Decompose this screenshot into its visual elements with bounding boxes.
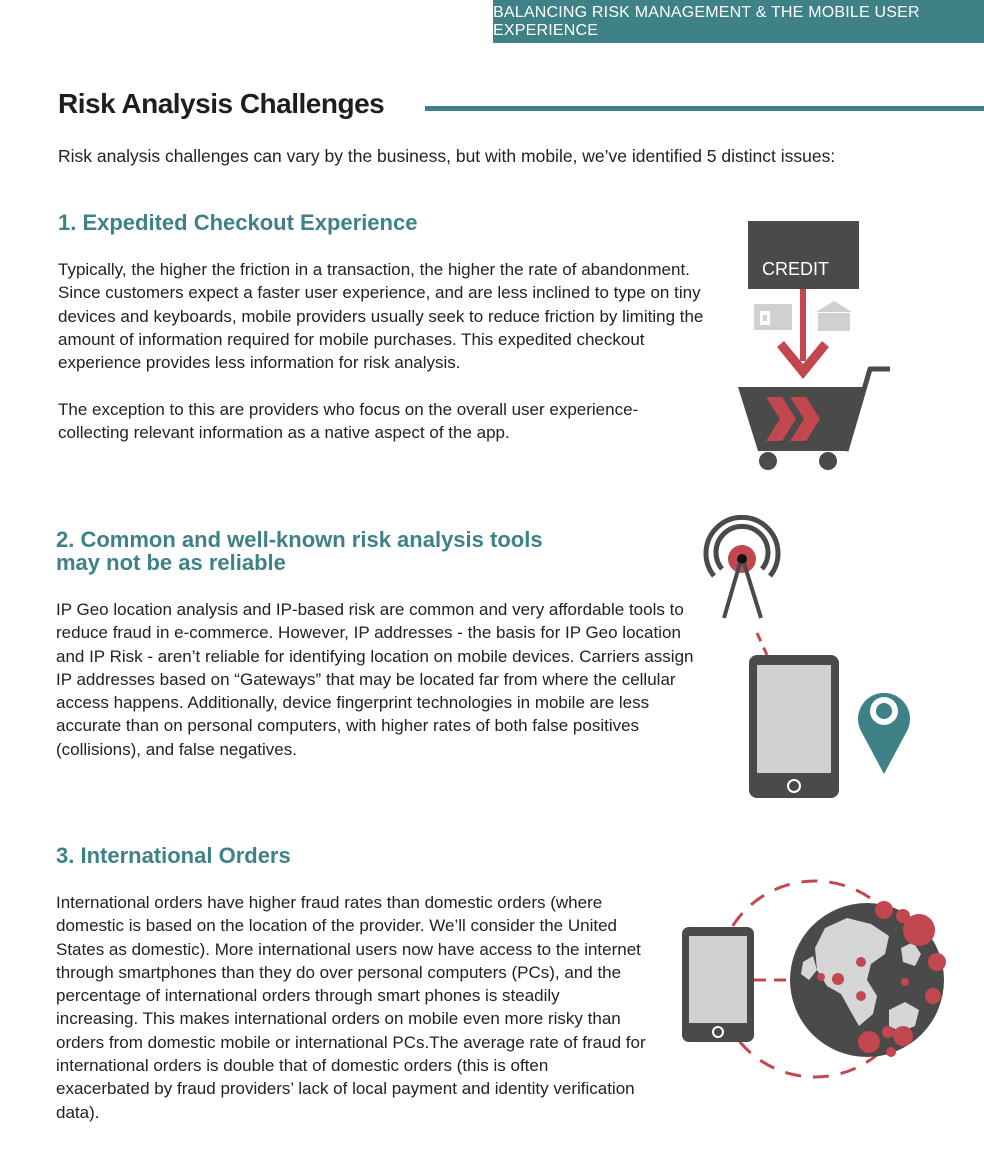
section-3-paragraph: International orders have higher fraud rates than domestic orders (where domestic is based on the location of the provider. We’ll consider the United States as domestic). More international users now have access to the internet through smartphones than they do over personal computers (PCs), and the percentage of international orders through smart phones is steadily increasing. This makes international orders on mobile even more risky than orders from domestic mobile or international PCs.The average rate of fraud for international orders is double that of domestic orders (this is often exacerbated by fraud providers’ lack of local payment and identity verification data). xyxy=(56,893,646,1122)
smartphone-icon xyxy=(749,655,839,798)
ip-location-illustration xyxy=(695,515,925,805)
globe-icon xyxy=(790,901,946,1057)
section-2-heading xyxy=(56,528,543,574)
intro-text: Risk analysis challenges can vary by the business, but with mobile, we’ve identified 5 distinct issues: xyxy=(58,146,836,166)
card-label: CREDIT xyxy=(762,259,829,279)
location-pin-icon xyxy=(858,693,910,774)
checkout-illustration xyxy=(730,215,900,475)
credit-card-icon xyxy=(748,221,859,289)
section-2-heading-line-2: may not be as reliable xyxy=(56,550,286,575)
page-title: Risk Analysis Challenges xyxy=(58,88,385,119)
international-orders-illustration xyxy=(675,870,965,1090)
section-1-paragraph-1: Typically, the higher the friction in a transaction, the higher the rate of abandonment. Since customers expect a faster user experience, and are less inclined to type on tiny devices and keyboards, mobile providers usually seek to reduce friction by limiting the amount of information required for mobile purchases. This expedited checkout experience provides less information for risk analysis. xyxy=(58,260,704,373)
section-3-heading: 3. International Orders xyxy=(56,843,291,868)
banner-text: BALANCING RISK MANAGEMENT & THE MOBILE USER EXPERIENCE xyxy=(493,3,920,39)
section-2-heading-line-1: 2. Common and well-known risk analysis tools xyxy=(56,527,543,552)
section-2-paragraph: IP Geo location analysis and IP-based risk are common and very affordable tools to reduce fraud in e-commerce. However, IP addresses - the basis for IP Geo location and IP Risk - aren’t reliable for identifying location on mobile devices. Carriers assign IP addresses based on “Gateways” that may be located far from where the cellular access happens. Additionally, device fingerprint technologies in mobile are less accurate than on personal computers, with higher rates of both false positives (collisions), and false negatives. xyxy=(56,600,694,759)
arrow-down-icon xyxy=(777,289,829,379)
shopping-cart-icon xyxy=(738,369,890,470)
cell-tower-icon xyxy=(706,517,778,618)
house-icon xyxy=(816,301,852,331)
header-banner xyxy=(493,0,984,43)
smartphone-icon xyxy=(682,927,754,1042)
title-divider xyxy=(425,106,984,111)
section-1-heading: 1. Expedited Checkout Experience xyxy=(58,210,418,235)
section-1-paragraph-2: The exception to this are providers who focus on the overall user experience- collecting relevant information as a native aspect of the app. xyxy=(58,400,639,443)
id-card-icon xyxy=(754,304,792,330)
